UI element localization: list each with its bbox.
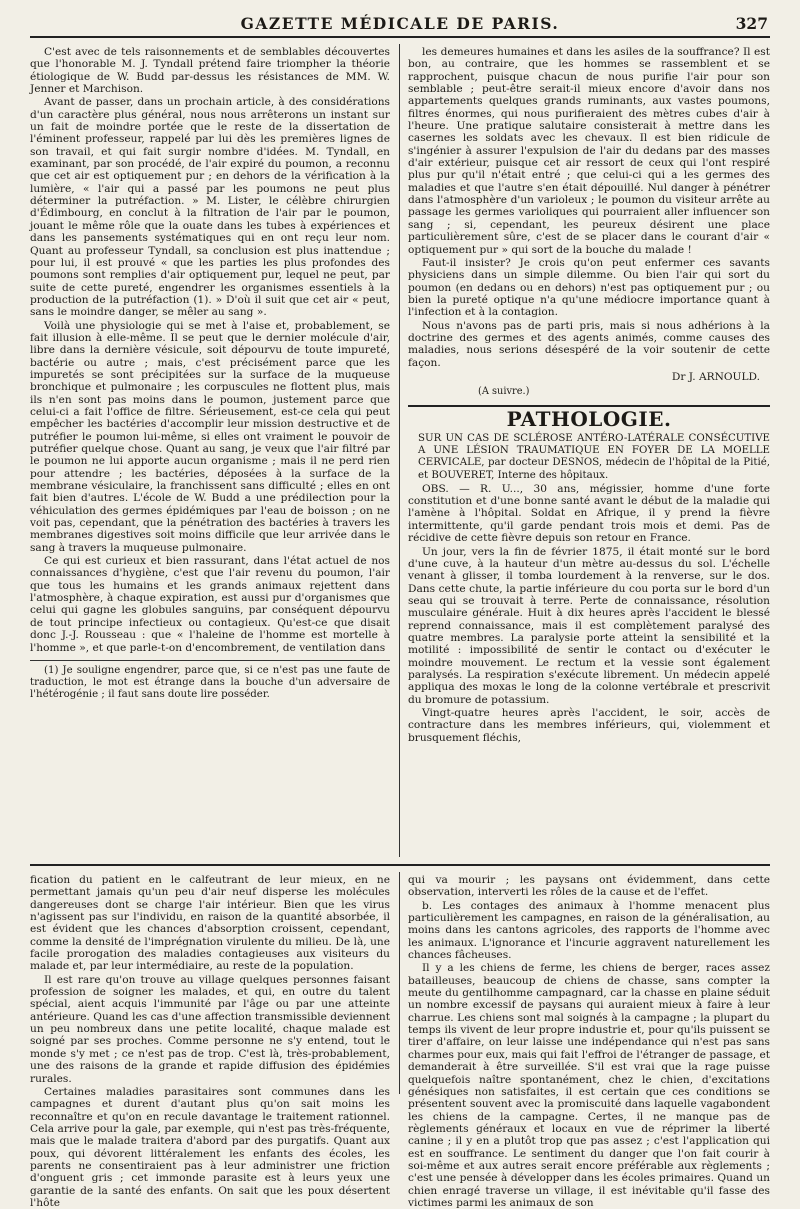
footnote-rule <box>30 660 390 661</box>
top-right-column <box>408 46 770 858</box>
paragraph: les demeures humaines et dans les asiles de la souffrance? Il est bon, au contraire, que les hommes se rassemblent et se rapprochent, puisque chacun de nous purifie l'air pour son semblable ; peut-être serait-il mieux encore d'avoir dans nos appartements quelques grands ruminants, aux vastes poumons, filtres énormes, qui nous purifieraient des mètres cubes d'air à l'heure. Une pratique salutaire consisterait à mettre dans les casernes les soldats avec les chevaux. Il est bien ridicule de s'ingénier à assurer l'expulsion de l'air du dedans par des masses d'air extérieur, puisque cet air ressort de ceux qui l'ont respiré plus pur qu'il n'était entré ; que celui-ci qui a les germes des maladies et que l'autre s'en était dépouillé. Nul danger à pénétrer dans l'atmosphère d'un varioleux ; le poumon du visiteur arrête au passage les germes varioliques qui pourraient aller influencer son sang ; si, cependant, les peureux désirent une place particulièrement sûre, c'est de se placer dans le courant d'air « optiquement pur » qui sort de la bouche du malade ! <box>408 46 770 256</box>
top-left-column <box>30 46 390 858</box>
paragraph: C'est avec de tels raisonnements et de semblables découvertes que l'honorable M. J. Tyndall prétend faire triompher la théorie étiologique de W. Budd par-dessus les résistances de MM. W. Jenner et Marchison. <box>30 46 390 96</box>
journal-title: GAZETTE MÉDICALE DE PARIS. <box>240 14 560 33</box>
paragraph: OBS. — R. U..., 30 ans, mégissier, homme d'une forte constitution et d'une bonne santé avant le début de la maladie qui l'amène à l'hôpital. Soldat en Afrique, il y prend la fièvre intermittente, qu'il garde pendant trois mois et demi. Pas de récidive de cette fièvre depuis son retour en France. <box>408 482 770 545</box>
paragraph: fication du patient en le calfeutrant de leur mieux, en ne permettant jamais qu'un peu d'air neuf disperse les molécules dangereuses dont se charge l'air intérieur. Bien que les virus n'agissent pas sur l'individu, en raison de la quantité absorbée, il est évident que les chances d'absorption croissent, cependant, comme la densité de l'imprégnation virulente du milieu. De là, une facile prorogation des maladies contagieuses aux visiteurs du malade et, par leur intermédiaire, au reste de la population. <box>30 874 390 973</box>
paragraph: Un jour, vers la fin de février 1875, il était monté sur le bord d'une cuve, à la hauteur d'un mètre au-dessus du sol. L'échelle venant à glisser, il tomba lourdement à la renverse, sur le dos. Dans cette chute, la partie inférieure du cou porta sur le bord d'un seau qui se trouvait à terre. Perte de connaissance, résolution musculaire générale. Huit à dix heures après l'accident le blessé reprend connaissance, mais il est complètement paralysé des quatre membres. La paralysie porte atteint la sensibilité et la motilité : impossibilité de sentir le contact ou d'exécuter le moindre mouvement. Le rectum et la vessie sont également paralysés. La respiration s'exécute librement. Un médecin appelé appliqua des moxas le long de la colonne vertébrale et prescrivit du bromure de potassium. <box>408 545 770 706</box>
paragraph: b. Les contages des animaux à l'homme menacent plus particulièrement les campagnes, en raison de la généralisation, au moins dans les cantons agricoles, des rapports de l'homme avec les animaux. L'ignorance et l'incurie aggravent naturellement les chances fâcheuses. <box>408 899 770 962</box>
article-subtitle: SUR UN CAS DE SCLÉROSE ANTÉRO-LATÉRALE CONSÉCUTIVE A UNE LÉSION TRAUMATIQUE EN FOYER DE LA MOELLE CERVICALE, par docteur DESNOS, médecin de l'hôpital de la Pitié, et BOUVERET, Interne des hôpitaux. <box>418 432 770 481</box>
paragraph: Voilà une physiologie qui se met à l'aise et, probablement, se fait illusion à elle-même. Il se peut que le dernier molécule d'air, libre dans la dernière vésicule, soit dépourvu de toute impureté, bactérie ou autre ; mais, c'est précisément parce que les impuretés se sont précipitées sur la surface de la muqueuse bronchique et pulmonaire ; les corpuscules ne flottent plus, mais ils n'en sont pas moins dans le poumon, justement parce que celui-ci a fait l'office de filtre. Sérieusement, est-ce cela qui peut empêcher les bactéries d'accomplir leur mission destructive et de putréfier le poumon lui-même, si elles ont vraiment le pouvoir de putréfier quelque chose. Quant au sang, je veux que l'air filtré par le poumon ne lui apporte aucun organisme ; mais il ne perd rien pour attendre ; les bactéries, déposées à la surface de la membrane vésiculaire, la franchissent sans difficulté ; elles en ont fait bien d'autres. L'école de W. Budd a une prédilection pour la véhiculation des germes épidémiques par l'eau de boisson ; on ne voit pas, cependant, que la pénétration des bactéries à travers les membranes digestives soit moins difficile que leur arrivée dans le sang à travers la muqueuse pulmonaire. <box>30 319 390 554</box>
paragraph: Il est rare qu'on trouve au village quelques personnes faisant profession de soigner les malades, et qui, en outre du talent spécial, aient acquis l'immunité par l'âge ou par une atteinte antérieure. Quand les cas d'une affection transmissible deviennent un peu nombreux dans une petite localité, chaque malade est soigné par ses proches. Comme personne ne s'y entend, tout le monde s'y met ; ce n'est pas de trop. C'est là, très-probablement, une des raisons de la grande et rapide diffusion des épidémies rurales. <box>30 973 390 1085</box>
paragraph: qui va mourir ; les paysans ont évidemment, dans cette observation, interverti les rôles de la cause et de l'effet. <box>408 874 770 899</box>
column-divider-bottom <box>399 872 400 1094</box>
paragraph: Il y a les chiens de ferme, les chiens de berger, races assez batailleuses, beaucoup de chiens de chasse, sans compter la meute du gentilhomme campagnard, car la chasse en plaine séduit un nombre excessif de paysans qui auraient mieux à faire à leur charrue. Les chiens sont mal soignés à la campagne ; la plupart du temps ils vivent de leur propre industrie et, pour qu'ils puissent se tirer d'affaire, on leur laisse une indépendance qui n'est pas sans charmes pour eux, mais qui fait l'effroi de l'étranger de passage, et demanderait à être surveillée. S'il est vrai que la rage puisse quelquefois naître spontanément, chez le chien, d'excitations génésiques non satisfaites, il est certain que ces conditions se présentent souvent avec la promiscuité dans laquelle vagabondent les chiens de la campagne. Certes, il ne manque pas de règlements généraux et locaux en vue de réprimer la liberté canine ; il y en a plutôt trop que pas assez ; c'est l'application qui est en souffrance. Le sentiment du danger que l'on fait courir à soi-même et aux autres serait encore préférable aux règlements ; c'est une pensée à développer dans les écoles primaires. Quand un chien enragé traverse un village, il est inévitable qu'il fasse des victimes parmi les animaux de son <box>408 962 770 1209</box>
paragraph: Nous n'avons pas de parti pris, mais si nous adhérions à la doctrine des germes et des agents animés, comme causes des maladies, nous serions désespéré de la voir soutenir de cette façon. <box>408 319 770 369</box>
section-title: PATHOLOGIE. <box>506 406 672 431</box>
paragraph: Avant de passer, dans un prochain article, à des considérations d'un caractère plus général, nous nous arrêterons un instant sur un fait de moindre portée que le reste de la dissertation de l'éminent professeur, rappelé par lui dès les premières lignes de son travail, et qui fait surgir nombre d'idées. M. Tyndall, en examinant, par son procédé, de l'air expiré du poumon, a reconnu que cet air est optiquement pur ; en dehors de la vérification à la lumière, « l'air qui a passé par les poumons ne peut plus déterminer la putréfaction. » M. Lister, le célèbre chirurgien d'Édimbourg, en conclut à la filtration de l'air par le poumon, jouant le même rôle que la ouate dans les tubes à expériences et dans les pansements systématiques qui en ont reçu leur nom. Quant au professeur Tyndall, sa conclusion est plus inattendue ; pour lui, il est prouvé « que les parties les plus profondes des poumons sont remplies d'air optiquement pur, lequel ne peut, par suite de cette pureté, engendrer les organismes essentiels à la production de la putréfaction (1). » D'où il suit que cet air « peut, sans le moindre danger, se mêler au sang ». <box>30 96 390 319</box>
page-band-divider <box>30 864 770 866</box>
page-header <box>30 10 770 38</box>
column-divider-top <box>399 44 400 857</box>
paragraph: Vingt-quatre heures après l'accident, le soir, accès de contracture dans les membres inférieurs, qui, violemment et brusquement fléchis, <box>408 706 770 744</box>
paragraph: Faut-il insister? Je crois qu'on peut enfermer ces savants physiciens dans un simple dilemme. Ou bien l'air qui sort du poumon (en dedans ou en dehors) n'est pas optiquement pur ; ou bien la pureté optique n'a qu'une médiocre importance quant à l'infection et à la contagion. <box>408 256 770 319</box>
paragraph: Ce qui est curieux et bien rassurant, dans l'état actuel de nos connaissances d'hygiène, c'est que l'air revenu du poumon, l'air que tous les humains et les grands animaux rejettent dans l'atmosphère, à chaque expiration, est aussi pur d'organismes que celui qui gagne les globules sanguins, par conséquent dépourvu de tout principe infectieux ou contagieux. Qu'est-ce que disait donc J.-J. Rousseau : que « l'haleine de l'homme est mortelle à l'homme », et que parle-t-on d'encombrement, de ventilation dans <box>30 555 390 654</box>
author-signature: Dr J. ARNOULD. <box>671 370 760 383</box>
to-be-continued: (A suivre.) <box>478 386 530 398</box>
paragraph: Certaines maladies parasitaires sont communes dans les campagnes et durent d'autant plus qu'on sait moins les reconnaître et qu'on en recule davantage le traitement rationnel. Cela arrive pour la gale, par exemple, qui n'est pas très-fréquente, mais que le malade traitera d'abord par des purgatifs. Quant aux poux, qui dévorent littéralement les enfants des écoles, les parents ne consentiraient pas à leur administrer une friction d'onguent gris ; cet immonde parasite est à leurs yeux une garantie de la santé des enfants. On sait que les poux désertent l'hôte <box>30 1085 390 1209</box>
footnote: (1) Je souligne engendrer, parce que, si ce n'est pas une faute de traduction, le mot est étrange dans la bouche d'un adversaire de l'hétérogénie ; il faut sans doute lire posséder. <box>30 664 390 700</box>
page-number: 327 <box>735 14 768 33</box>
bottom-right-column <box>408 874 770 1209</box>
bottom-left-column <box>30 874 390 1209</box>
